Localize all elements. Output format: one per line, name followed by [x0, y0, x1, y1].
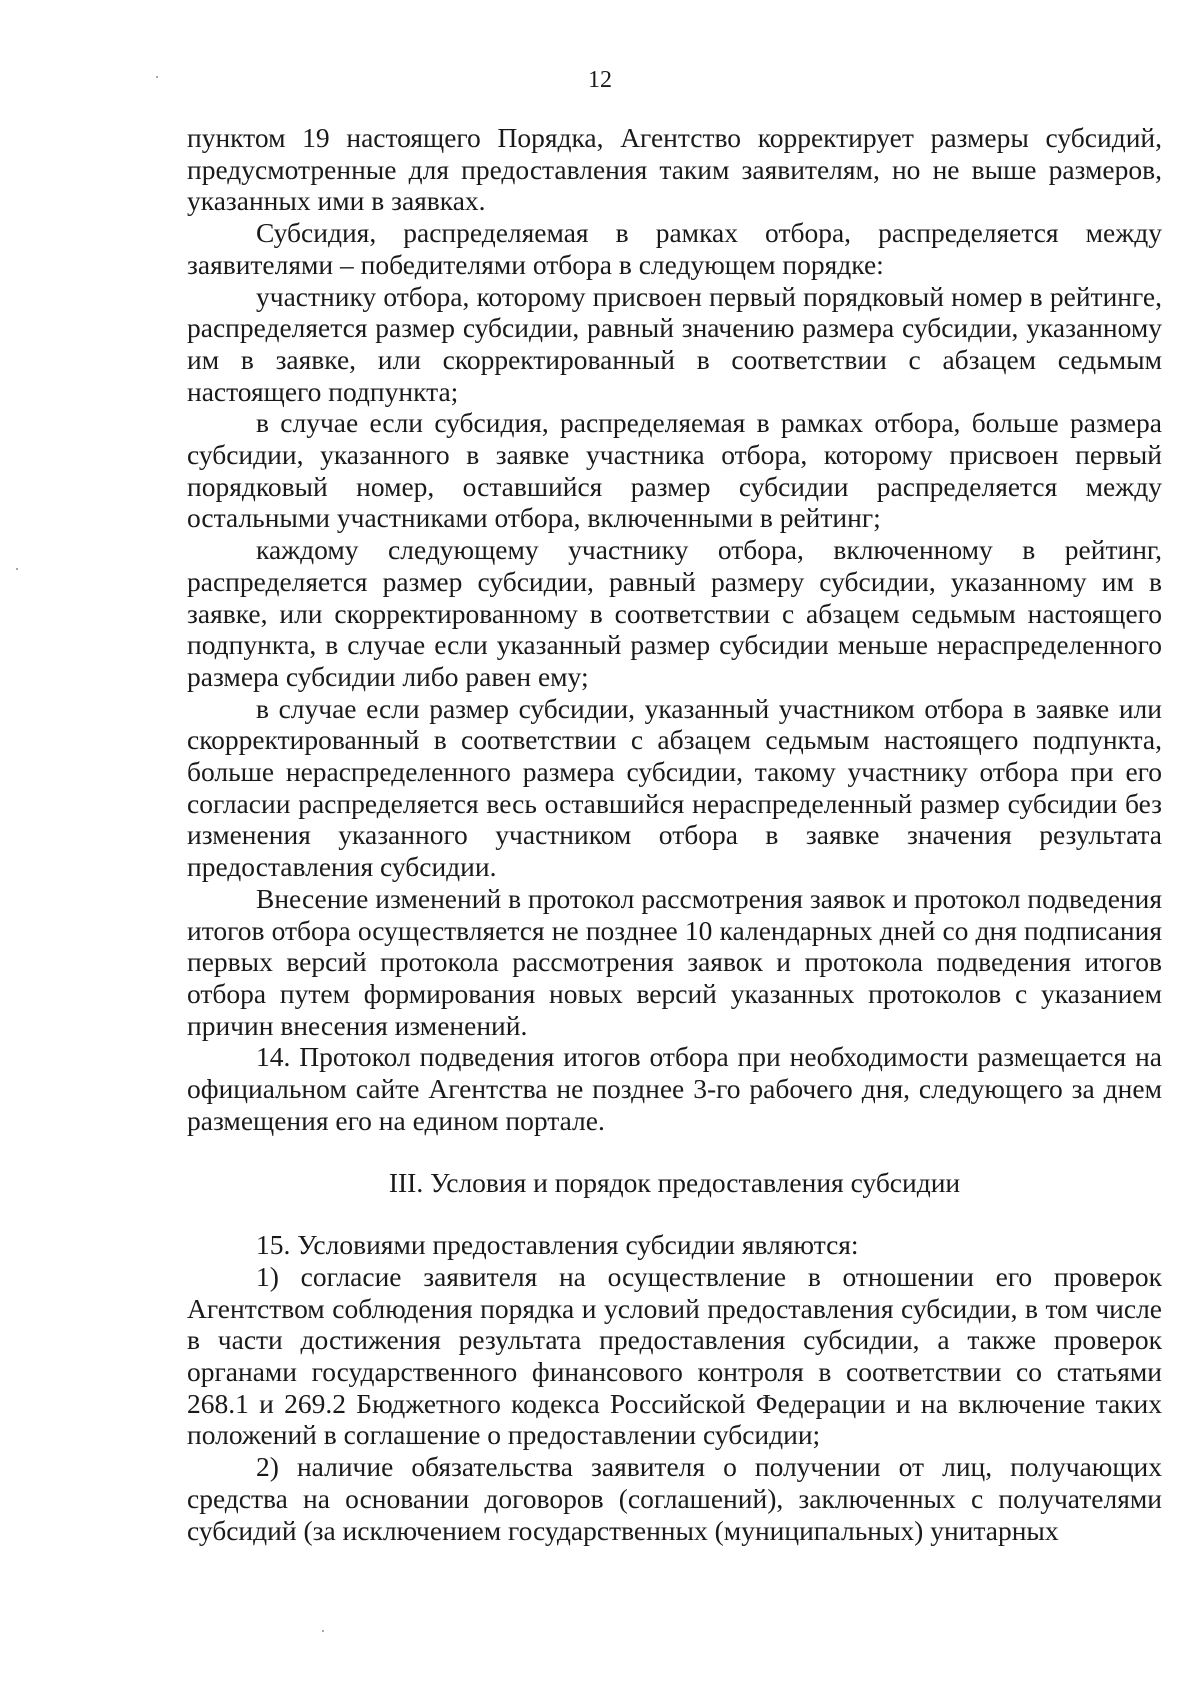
scan-speck [322, 1630, 324, 1632]
paragraph: каждому следующему участнику отбора, включенному в рейтинг, распределяется размер субсидии, равный размеру субсидии, указанному им в заявке, или скорректированному в соответствии с абзацем седьмым настоящего подпункта, в случае если указанный размер субсидии меньше нераспределенного размера субсидии либо равен ему; [187, 534, 1162, 692]
paragraph-subitem-2: 2) наличие обязательства заявителя о получении от лиц, получающих средства на основании договоров (соглашений), заключенных с получателями субсидий (за исключением государственных (муниципальных) унитарных [187, 1451, 1162, 1546]
paragraph-item-14: 14. Протокол подведения итогов отбора при необходимости размещается на официальном сайте Агентства не позднее 3-го рабочего дня, следующего за днем размещения его на едином портале. [187, 1041, 1162, 1136]
paragraph-subitem-1: 1) согласие заявителя на осуществление в отношении его проверок Агентством соблюдения порядка и условий предоставления субсидии, в том числе в части достижения результата предоставления субсидии, а также проверок органами государственного финансового контроля в соответствии со статьями 268.1 и 269.2 Бюджетного кодекса Российской Федерации и на включение таких положений в соглашение о предоставлении субсидии; [187, 1260, 1162, 1451]
scan-speck [16, 568, 18, 570]
paragraph: в случае если размер субсидии, указанный участником отбора в заявке или скорректированный в соответствии с абзацем седьмым настоящего подпункта, больше нераспределенного размера субсидии, такому участнику отбора при его согласии распределяется весь оставшийся нераспределенный размер субсидии без изменения указанного участником отбора в заявке значения результата предоставления субсидии. [187, 692, 1162, 883]
section-heading: III. Условия и порядок предоставления субсидии [388, 1166, 961, 1198]
paragraph-continuation: пунктом 19 настоящего Порядка, Агентство корректирует размеры субсидий, предусмотренные для предоставления таким заявителям, но не выше размеров, указанных ими в заявках. [187, 122, 1162, 217]
document-body [187, 122, 1162, 1546]
paragraph: Субсидия, распределяемая в рамках отбора, распределяется между заявителями – победителями отбора в следующем порядке: [187, 217, 1162, 280]
paragraph-item-15: 15. Условиями предоставления субсидии являются: [256, 1229, 859, 1261]
scan-speck [156, 76, 158, 78]
page-number: 12 [588, 67, 612, 93]
paragraph: участнику отбора, которому присвоен первый порядковый номер в рейтинге, распределяется размер субсидии, равный значению размера субсидии, указанному им в заявке, или скорректированный в соответствии с абзацем седьмым настоящего подпункта; [187, 280, 1162, 407]
paragraph: в случае если субсидия, распределяемая в рамках отбора, больше размера субсидии, указанного в заявке участника отбора, которому присвоен первый порядковый номер, оставшийся размер субсидии распределяется между остальными участниками отбора, включенными в рейтинг; [187, 407, 1162, 534]
paragraph: Внесение изменений в протокол рассмотрения заявок и протокол подведения итогов отбора осуществляется не позднее 10 календарных дней со дня подписания первых версий протокола рассмотрения заявок и протокола подведения итогов отбора путем формирования новых версий указанных протоколов с указанием причин внесения изменений. [187, 882, 1162, 1041]
